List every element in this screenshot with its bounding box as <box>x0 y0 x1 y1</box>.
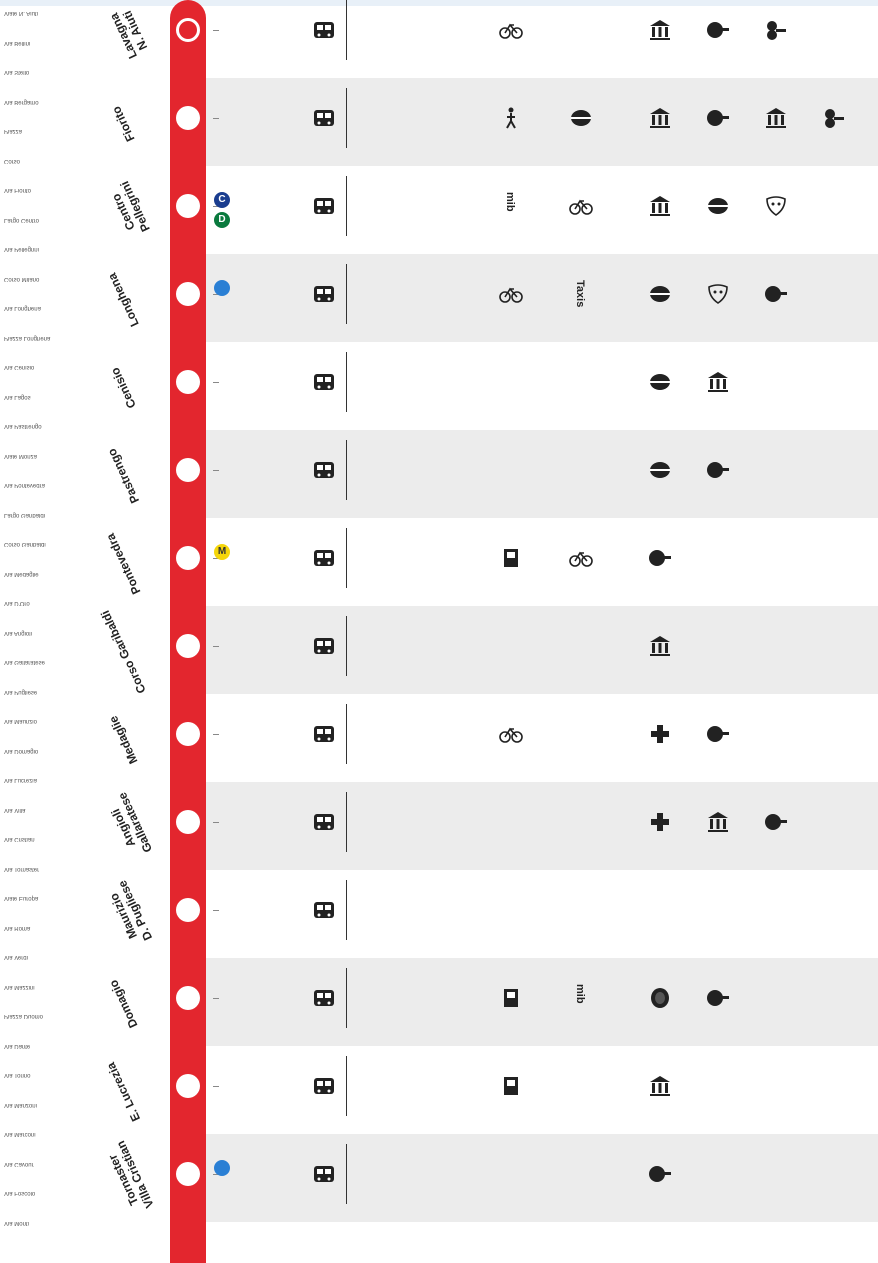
bus-icon <box>312 636 336 656</box>
bike-icon <box>568 546 594 570</box>
station-stop[interactable] <box>176 898 200 922</box>
station-stop[interactable] <box>176 18 200 42</box>
station-tick <box>213 998 219 999</box>
mib-label: mib <box>504 192 516 212</box>
tree-icon <box>764 282 788 306</box>
museum-icon <box>706 810 730 834</box>
museum-icon <box>764 106 788 130</box>
street-label: Via Pontevedra <box>4 482 45 488</box>
parking-icon <box>498 986 524 1010</box>
street-label: Via Verdi <box>4 954 28 960</box>
bus-icon <box>312 548 336 568</box>
mib-label: mib <box>574 984 586 1004</box>
museum-icon <box>648 18 672 42</box>
street-index <box>0 0 92 1263</box>
station-name: Pastrengo <box>104 446 143 506</box>
tree-icon <box>648 1162 672 1186</box>
street-label: Via Angioli <box>4 629 32 636</box>
street-label: Via Fiorito <box>4 187 31 193</box>
bus-icon <box>312 812 336 832</box>
street-label: Via Marconi <box>4 1131 36 1137</box>
street-label: Piazza <box>4 128 23 134</box>
tree-icon <box>648 546 672 570</box>
street-label: Via Lucrezia <box>4 777 37 783</box>
street-label: Via D'Oro <box>4 600 30 606</box>
street-label: Via Lagos <box>4 393 31 400</box>
station-name: Centro Pellegrini <box>108 178 153 234</box>
bus-icon <box>312 724 336 744</box>
street-label: Via Pellegrini <box>4 246 39 252</box>
bus-lines-list <box>346 352 433 412</box>
street-label: Via Villa <box>4 806 26 813</box>
street-label: Via Gallaratese <box>4 659 45 665</box>
tree-icon <box>706 986 730 1010</box>
interchange-badge[interactable]: C <box>214 192 230 208</box>
bus-lines-list <box>346 264 433 324</box>
street-label: Piazza Longhena <box>4 334 51 341</box>
hospital-icon <box>648 810 672 834</box>
station-name: Longhena <box>104 270 142 329</box>
street-label: Via Cristian <box>4 836 35 842</box>
tree-group-icon <box>764 18 788 42</box>
street-label: Via Monti <box>4 1219 29 1226</box>
street-label: Via Cenisio <box>4 364 35 370</box>
museum-icon <box>706 370 730 394</box>
street-label: Viale Monza <box>4 452 37 459</box>
interchange-badge[interactable]: M <box>214 544 230 560</box>
bus-icon <box>312 900 336 920</box>
bus-icon <box>312 284 336 304</box>
street-label: Via Medaglie <box>4 570 39 577</box>
street-label: Via Mazzini <box>4 983 35 990</box>
street-label: Via Dante <box>4 1042 31 1049</box>
bus-icon <box>312 196 336 216</box>
bus-lines-list <box>346 704 433 764</box>
tree-icon <box>706 458 730 482</box>
street-label: Via Maurizio <box>4 718 37 724</box>
station-band <box>198 430 878 518</box>
bus-lines-list <box>346 1056 433 1116</box>
street-label: Via Bergamo <box>4 98 39 105</box>
masks-icon <box>706 282 730 306</box>
station-band <box>198 342 878 430</box>
street-label: Via Foscolo <box>4 1190 36 1196</box>
parking-icon <box>498 1074 524 1098</box>
station-stop[interactable] <box>176 1162 200 1186</box>
station-stop[interactable] <box>176 546 200 570</box>
station-stop[interactable] <box>176 282 200 306</box>
tree-icon <box>764 810 788 834</box>
station-name: Domagio <box>106 977 141 1031</box>
bus-icon <box>312 1076 336 1096</box>
interchange-badge[interactable] <box>214 1160 230 1176</box>
street-label: Via Cavour <box>4 1160 34 1167</box>
bus-icon <box>312 988 336 1008</box>
tree-group-icon <box>822 106 846 130</box>
station-stop[interactable] <box>176 810 200 834</box>
street-label: Via Longhena <box>4 305 41 311</box>
station-stop[interactable] <box>176 722 200 746</box>
station-tick <box>213 382 219 383</box>
tree-icon <box>706 722 730 746</box>
station-stop[interactable] <box>176 634 200 658</box>
station-band <box>198 1046 878 1134</box>
theatre-icon <box>648 370 672 394</box>
tree-icon <box>706 106 730 130</box>
street-label: Via Pugliese <box>4 688 38 695</box>
street-label: Via Manzoni <box>4 1101 37 1108</box>
street-label: Via Torino <box>4 1072 31 1078</box>
station-band <box>198 958 878 1046</box>
station-stop[interactable] <box>176 986 200 1010</box>
bus-icon <box>312 20 336 40</box>
station-tick <box>213 470 219 471</box>
street-label: Largo Centro <box>4 216 40 223</box>
museum-icon <box>648 194 672 218</box>
theatre-icon <box>706 194 730 218</box>
bus-icon <box>312 108 336 128</box>
station-band <box>198 870 878 958</box>
station-stop[interactable] <box>176 370 200 394</box>
station-name: Fiorito <box>109 104 138 144</box>
street-label: Via Domagio <box>4 747 39 754</box>
bus-lines-list <box>346 880 433 940</box>
station-tick <box>213 118 219 119</box>
station-stop[interactable] <box>176 106 200 130</box>
station-tick <box>213 910 219 911</box>
station-band <box>198 694 878 782</box>
street-label: Via Roma <box>4 924 31 931</box>
taxi-label: Taxis <box>574 280 586 308</box>
bike-icon <box>498 282 524 306</box>
museum-icon <box>648 634 672 658</box>
bus-icon <box>312 372 336 392</box>
bus-icon <box>312 460 336 480</box>
station-stop[interactable] <box>176 194 200 218</box>
station-name: Pontevedra <box>103 531 144 597</box>
theatre-icon <box>648 282 672 306</box>
bus-lines-list <box>346 176 433 236</box>
bike-icon <box>568 194 594 218</box>
station-name: E. Lucrezia <box>103 1060 144 1124</box>
stadium-icon <box>648 986 672 1010</box>
station-tick <box>213 822 219 823</box>
station-name: Angioli Gallaratese <box>108 790 156 855</box>
parking-icon <box>498 546 524 570</box>
station-tick <box>213 734 219 735</box>
street-label: Corso <box>4 157 21 164</box>
station-tick <box>213 1086 219 1087</box>
bus-lines-list <box>346 968 433 1028</box>
street-label: Corso Garibaldi <box>4 541 46 547</box>
street-label: Via Pastrengo <box>4 423 42 429</box>
bus-lines-list <box>346 440 433 500</box>
station-name: Cenisio <box>107 365 139 411</box>
station-name: Lavagna N. Aiuti <box>106 8 151 61</box>
theatre-icon <box>648 458 672 482</box>
bus-lines-list <box>346 792 433 852</box>
bus-lines-list <box>346 528 433 588</box>
hospital-icon <box>648 722 672 746</box>
tree-icon <box>706 18 730 42</box>
street-label: Via Tornaster <box>4 865 40 872</box>
station-name: Tornaster Villa Cristian <box>105 1138 157 1211</box>
station-band <box>198 518 878 606</box>
street-label: Via Stello <box>4 69 30 75</box>
station-stop[interactable] <box>176 458 200 482</box>
station-tick <box>213 30 219 31</box>
bike-icon <box>498 18 524 42</box>
masks-icon <box>764 194 788 218</box>
station-stop[interactable] <box>176 1074 200 1098</box>
theatre-icon <box>568 106 594 130</box>
walk-icon <box>498 106 524 130</box>
bus-lines-list <box>346 0 433 60</box>
station-band <box>198 1134 878 1222</box>
bus-lines-list <box>346 1144 433 1204</box>
museum-icon <box>648 106 672 130</box>
station-tick <box>213 646 219 647</box>
station-name: Maurizio D. Pugliese <box>106 878 156 943</box>
street-label: Piazza Duomo <box>4 1013 44 1019</box>
interchange-badge[interactable]: D <box>214 212 230 228</box>
street-label: Viale N. Aiuti <box>4 10 38 16</box>
station-name: Medaglie <box>106 713 141 767</box>
bike-icon <box>498 722 524 746</box>
bus-lines-list <box>346 88 433 148</box>
station-band <box>198 606 878 694</box>
station-name: Corso Garibaldi <box>97 608 149 696</box>
street-label: Corso Milano <box>4 275 40 282</box>
interchange-badge[interactable] <box>214 280 230 296</box>
museum-icon <box>648 1074 672 1098</box>
bus-icon <box>312 1164 336 1184</box>
bus-lines-list <box>346 616 433 676</box>
street-label: Via Bellini <box>4 39 31 46</box>
street-label: Largo Garibaldi <box>4 511 46 518</box>
street-label: Viale Europa <box>4 895 39 901</box>
